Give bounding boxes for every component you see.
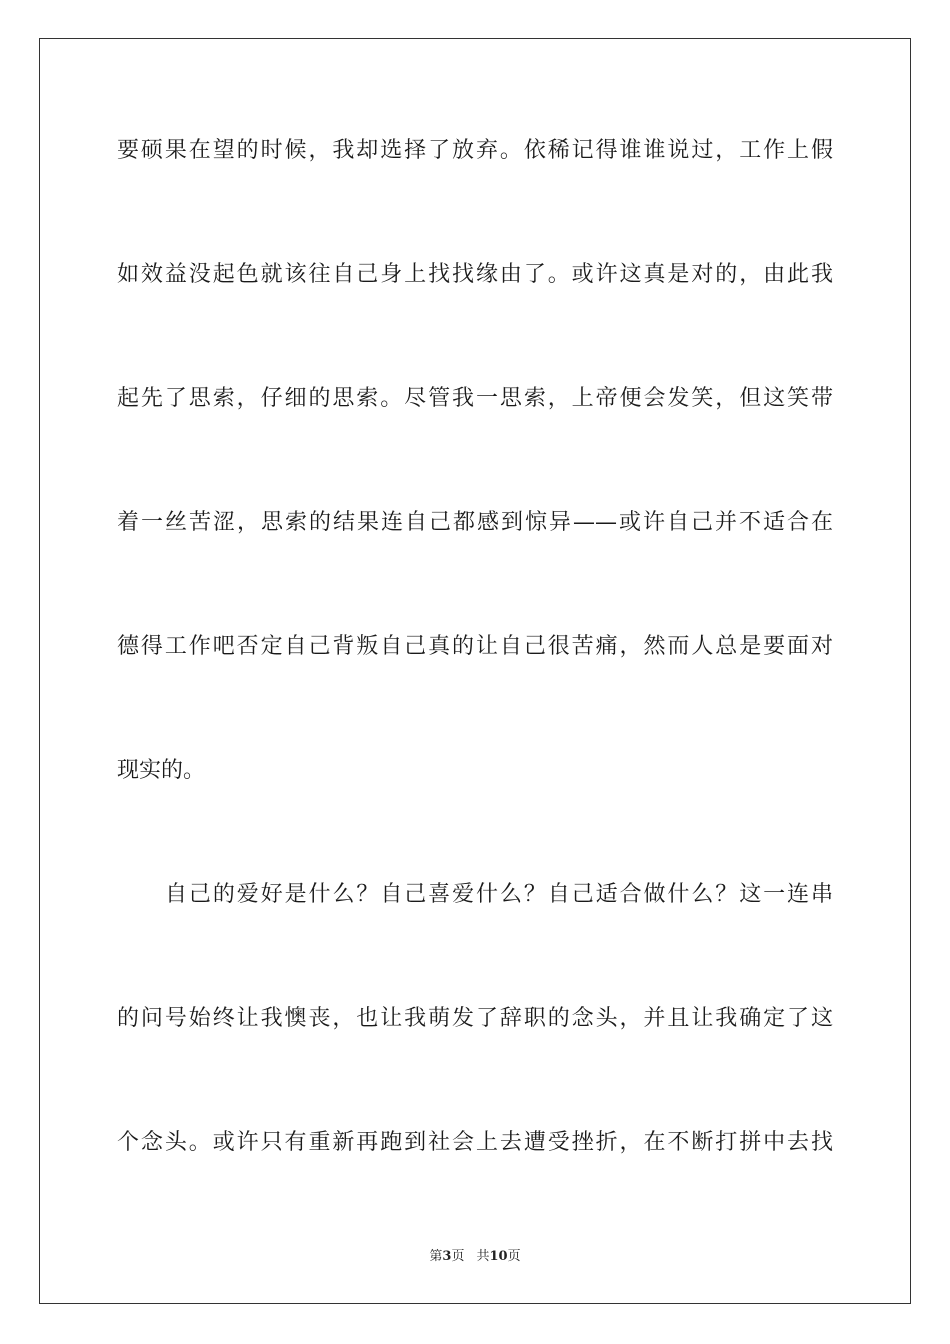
page-number: 3 xyxy=(442,1249,452,1264)
paragraph-line-3: 起先了思索，仔细的思索。尽管我一思索，上帝便会发笑，但这笑带 xyxy=(117,386,833,411)
total-pages: 10 xyxy=(489,1249,508,1264)
paragraph-line-8: 的问号始终让我懊丧，也让我萌发了辞职的念头，并且让我确定了这 xyxy=(117,1006,833,1031)
total-suffix: 页 xyxy=(507,1249,521,1264)
page-suffix: 页 xyxy=(451,1249,465,1264)
page-prefix: 第 xyxy=(429,1249,443,1264)
paragraph-line-5: 德得工作吧否定自己背叛自己真的让自己很苦痛，然而人总是要面对 xyxy=(117,634,833,659)
paragraph-line-7: 自己的爱好是什么？自己喜爱什么？自己适合做什么？这一连串 xyxy=(165,882,833,907)
page-border xyxy=(39,38,911,1304)
paragraph-line-1: 要硕果在望的时候，我却选择了放弃。依稀记得谁谁说过，工作上假 xyxy=(117,138,833,163)
paragraph-line-6: 现实的。 xyxy=(117,758,206,783)
paragraph-line-9: 个念头。或许只有重新再跑到社会上去遭受挫折，在不断打拼中去找 xyxy=(117,1130,833,1155)
total-prefix: 共 xyxy=(476,1249,490,1264)
paragraph-line-4: 着一丝苦涩，思索的结果连自己都感到惊异——或许自己并不适合在 xyxy=(117,510,833,535)
page-footer xyxy=(0,1248,950,1266)
paragraph-line-2: 如效益没起色就该往自己身上找找缘由了。或许这真是对的，由此我 xyxy=(117,262,833,287)
